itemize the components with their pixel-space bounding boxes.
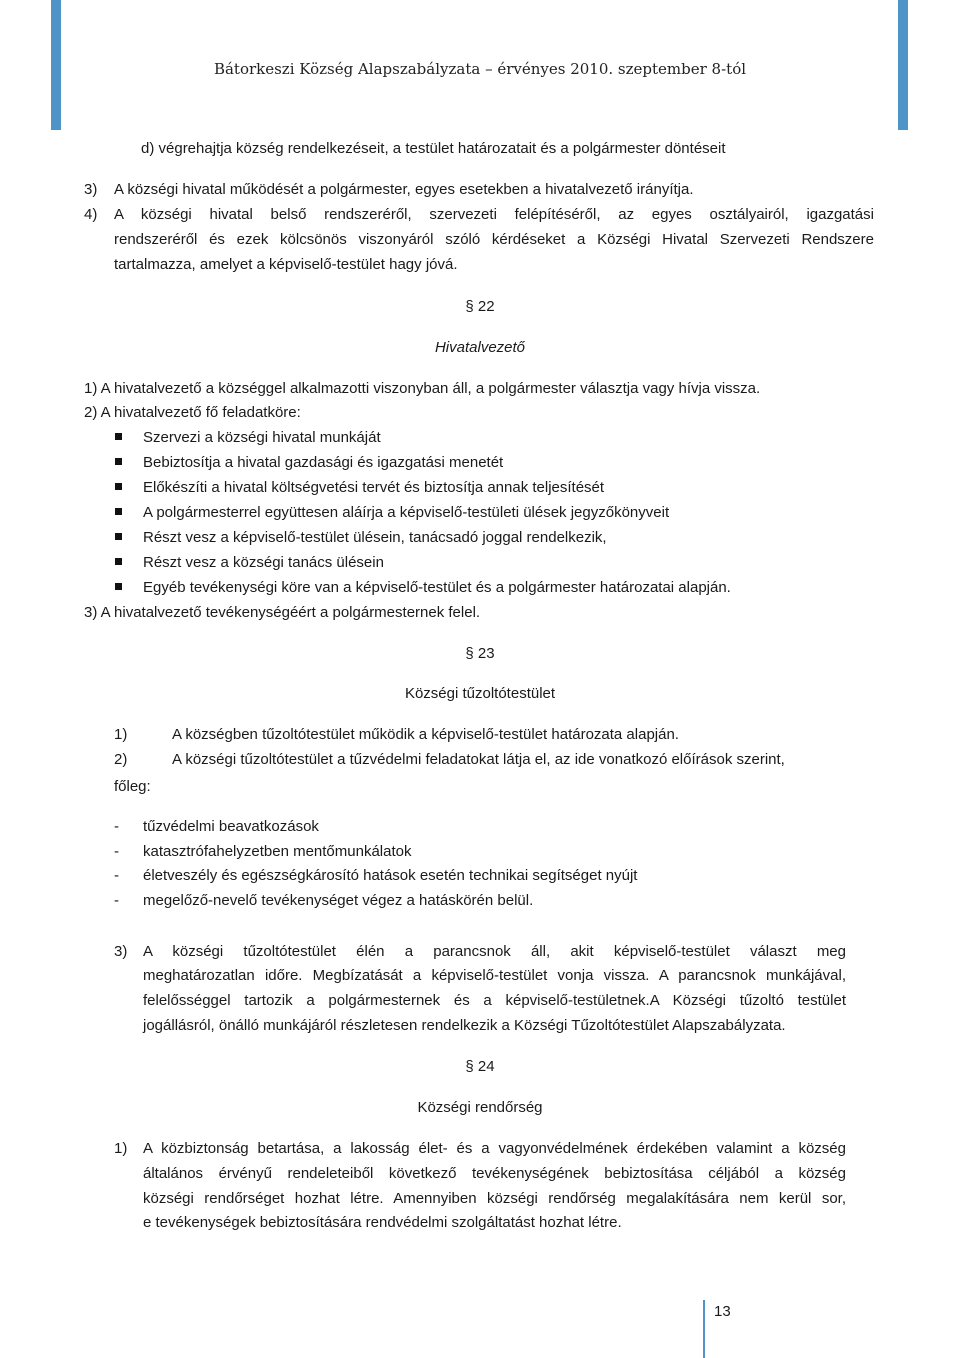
section-23-item-1-number: 1) — [114, 726, 128, 743]
section-24-item-1-number: 1) — [114, 1140, 128, 1157]
list-item: megelőző-nevelő tevékenységet végez a hatáskörén belül. — [143, 892, 534, 909]
item-4-number: 4) — [84, 206, 98, 223]
dash-marker: - — [114, 843, 119, 860]
section-22-item-3: 3) A hivatalvezető tevékenységéért a polgármesternek felel. — [84, 604, 481, 621]
bullet-marker — [115, 483, 122, 490]
bullet-marker — [115, 583, 122, 590]
bullet-marker — [115, 508, 122, 515]
section-23-item-2-line-1: A községi tűzoltótestület a tűzvédelmi feladatokat látja el, az ide vonatkozó előírások szerint, — [172, 751, 785, 768]
page-header-title: Bátorkeszi Község Alapszabályzata – érvényes 2010. szeptember 8-tól — [213, 60, 747, 78]
bullet-marker — [115, 433, 122, 440]
section-23-item-2-number: 2) — [114, 751, 128, 768]
section-23-item-3-line-1: A községi tűzoltótestület élén a parancsnok áll, akit képviselő-testület választ meg — [143, 943, 846, 960]
section-23-item-3-line-2: meghatározatlan időre. Megbízatását a képviselő-testület vonja vissza. A parancsnok munkájával, — [143, 967, 846, 984]
dash-marker: - — [114, 818, 119, 835]
dash-marker: - — [114, 867, 119, 884]
section-23-item-3-number: 3) — [114, 943, 128, 960]
list-item: Bebiztosítja a hivatal gazdasági és igazgatási menetét — [143, 454, 504, 471]
list-item: Egyéb tevékenységi köre van a képviselő-testület és a polgármester határozatai alapján. — [143, 579, 731, 596]
section-22-heading: § 22 — [465, 298, 495, 315]
bullet-marker — [115, 533, 122, 540]
bullet-marker — [115, 458, 122, 465]
list-item: Előkészíti a hivatal költségvetési tervét és biztosítja annak teljesítését — [143, 479, 605, 496]
dash-marker: - — [114, 892, 119, 909]
item-4-line-1: A községi hivatal belső rendszeréről, szervezeti felépítéséről, az egyes osztályairól, igazgatási — [114, 206, 874, 223]
bullet-marker — [115, 558, 122, 565]
page-number: 13 — [714, 1303, 731, 1320]
section-23-item-3-line-3: felelősséggel tartozik a polgármesternek és a képviselő-testületnek.A Községi tűzoltó testület — [143, 992, 846, 1009]
item-3-number: 3) — [84, 181, 98, 198]
section-24-title: Községi rendőrség — [417, 1099, 543, 1116]
list-item: Részt vesz a községi tanács ülésein — [143, 554, 384, 571]
list-item: Részt vesz a képviselő-testület ülésein, tanácsadó joggal rendelkezik, — [143, 529, 607, 546]
page-number-rule — [703, 1300, 705, 1358]
section-22-item-2: 2) A hivatalvezető fő feladatköre: — [84, 404, 301, 421]
list-item: tűzvédelmi beavatkozások — [143, 818, 319, 835]
list-item: A polgármesterrel együttesen aláírja a képviselő-testületi ülések jegyzőkönyveit — [143, 504, 670, 521]
section-23-heading: § 23 — [465, 645, 495, 662]
section-24-item-1-line-4: e tevékenységek bebiztosítására rendvédelmi szolgáltatást hozhat létre. — [143, 1214, 622, 1231]
section-23-item-3-line-4: jogállásról, önálló munkájáról részletesen rendelkezik a Községi Tűzoltótestület Alapszabályzata. — [143, 1017, 786, 1034]
list-item: katasztrófahelyzetben mentőmunkálatok — [143, 843, 412, 860]
item-d: d) végrehajtja község rendelkezéseit, a testület határozatait és a polgármester döntéseit — [141, 140, 726, 157]
item-3-text: A községi hivatal működését a polgármester, egyes esetekben a hivatalvezető irányítja. — [114, 181, 694, 198]
section-22-item-1: 1) A hivatalvezető a községgel alkalmazotti viszonyban áll, a polgármester választja vagy hívja vissza. — [84, 380, 761, 397]
section-24-item-1-line-1: A közbiztonság betartása, a lakosság élet- és a vagyonvédelmének érdekében valamint a község — [143, 1140, 846, 1157]
section-24-item-1-line-3: községi rendőrséget hozhat létre. Amennyiben községi rendőrség megalakítására nem kerül sor, — [143, 1190, 846, 1207]
list-item: Szervezi a községi hivatal munkáját — [143, 429, 381, 446]
list-item: életveszély és egészségkárosító hatások esetén technikai segítséget nyújt — [143, 867, 638, 884]
section-23-title: Községi tűzoltótestület — [404, 685, 556, 702]
section-24-item-1-line-2: általános érvényű rendeleteiből következő tevékenységének bebiztosítása céljából a község — [143, 1165, 846, 1182]
section-24-heading: § 24 — [465, 1058, 495, 1075]
item-4-line-3: tartalmazza, amelyet a képviselő-testület hagy jóvá. — [114, 256, 458, 273]
item-4-line-2: rendszeréről és ezek kölcsönös viszonyáról szóló kérdéseket a Községi Hivatal Szervezeti Rendszere — [114, 231, 874, 248]
section-22-title: Hivatalvezető — [434, 339, 526, 356]
section-23-item-2-line-2: főleg: — [114, 778, 151, 795]
section-23-item-1-text: A községben tűzoltótestület működik a képviselő-testület határozata alapján. — [172, 726, 679, 743]
